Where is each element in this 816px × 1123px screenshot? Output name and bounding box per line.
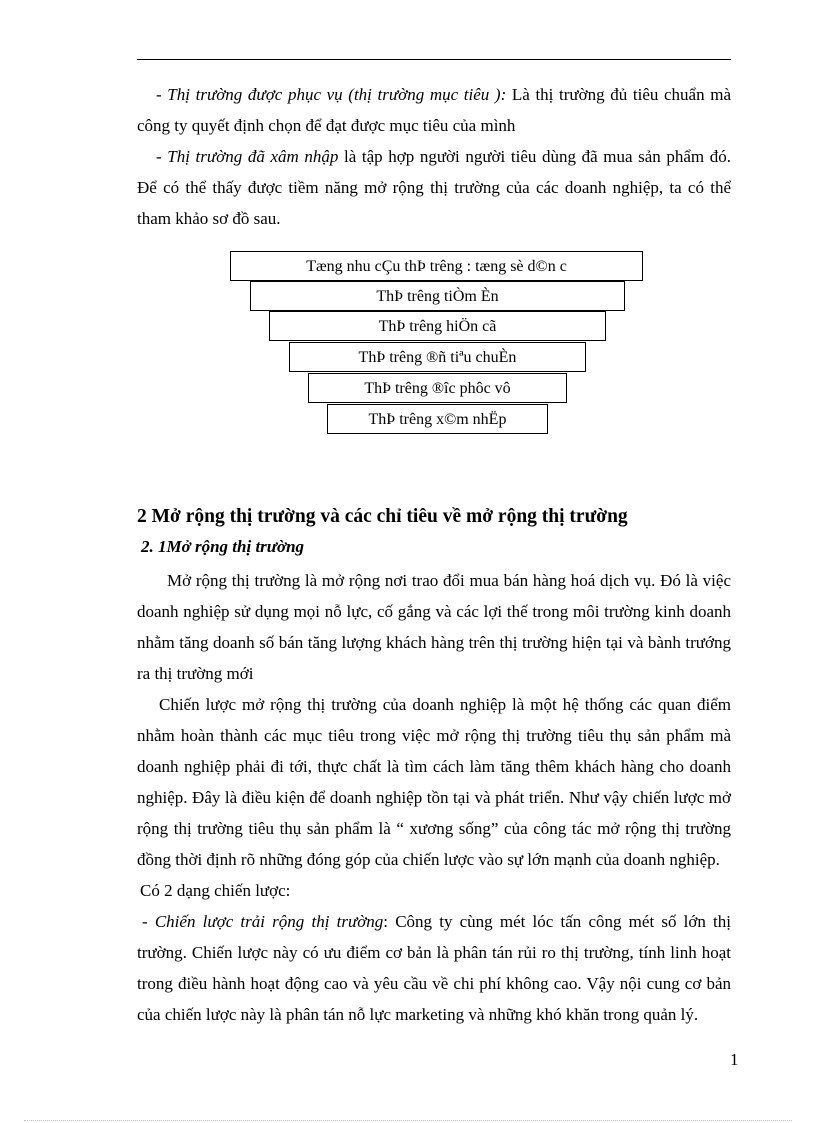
paragraph-spread-strategy: - Chiến lược trải rộng thị trường: Công ty cùng mét lóc tấn công mét số lớn thị trường. Chiến lược này có ưu điểm cơ bản là phân tán rủi ro thị trường, tính linh hoạt trong điều hành hoạt động cao và yêu cầu về chi phí không cao. Vậy nội cung cơ bản của chiến lược này là phân tán nỗ lực marketing và những khó khăn trong quản lý. (137, 912, 731, 1024)
diagram-level-available-market: ThÞ trêng hiÖn cã (269, 311, 606, 341)
body-block (137, 565, 731, 1030)
paragraph-expansion-strategy: Chiến lược mở rộng thị trường của doanh nghiệp là một hệ thống các quan điểm nhằm hoàn thành các mục tiêu trong việc mở rộng thị trường tiêu thụ sản phẩm mà doanh nghiệp phải đi tới, thực chất là tìm cách làm tăng thêm khách hàng cho doanh nghiệp. Đây là điều kiện để doanh nghiệp tồn tại và phát triển. Như vậy chiến lược mở rộng thị trường tiêu thụ sản phẩm là “ xương sống” của công tác mở rộng thị trường đồng thời định rõ những đóng góp của chiến lược vào sự lớn mạnh của doanh nghiệp. (137, 695, 731, 869)
diagram-level-qualified-market: ThÞ trêng ®ñ tiªu chuÈn (289, 342, 586, 372)
header-rule (137, 59, 731, 60)
intro-paragraph-served-market: - Thị trường được phục vụ (thị trường mục tiêu ): Là thị trường đủ tiêu chuẩn mà công ty quyết định chọn để đạt được mục tiêu của mình (137, 85, 731, 135)
diagram-level-potential-market: ThÞ trêng tiÒm Èn (250, 281, 625, 311)
term-spread-strategy: - Chiến lược trải rộng thị trường (142, 912, 384, 931)
diagram-level-total-demand: Tæng nhu cÇu thÞ trêng : tæng sè d©n c (230, 251, 643, 281)
intro-paragraph-penetrated-market: - Thị trường đã xâm nhập là tập hợp người người tiêu dùng đã mua sản phẩm đó. Để có thể thấy được tiềm năng mở rộng thị trường của các doanh nghiệp, ta có thể tham khảo sơ đồ sau. (137, 147, 731, 228)
section-subheading: 2. 1Mở rộng thị trường (141, 537, 305, 556)
intro-block (137, 79, 731, 234)
section-heading: 2 Mở rộng thị trường và các chỉ tiêu về mở rộng thị trường (137, 506, 628, 527)
term-served-market: - Thị trường được phục vụ (thị trường mục tiêu ): (156, 85, 507, 104)
page-bottom-border (24, 1120, 792, 1121)
term-penetrated-market: - Thị trường đã xâm nhập (156, 147, 339, 166)
diagram-level-served-market: ThÞ trêng ®îc phôc vô (308, 373, 567, 403)
paragraph-strategy-types: Có 2 dạng chiến lược: (140, 881, 291, 900)
page-number: 1 (730, 1050, 739, 1069)
paragraph-market-expansion: Mở rộng thị trường là mở rộng nơi trao đổi mua bán hàng hoá dịch vụ. Đó là việc doanh nghiệp sử dụng mọi nỗ lực, cố gắng và các lợi thế trong môi trường kinh doanh nhằm tăng doanh số bán tăng lượng khách hàng trên thị trường hiện tại và bành trướng ra thị trường mới (137, 571, 731, 683)
diagram-level-penetrated-market: ThÞ trêng x©m nhËp (327, 404, 548, 434)
